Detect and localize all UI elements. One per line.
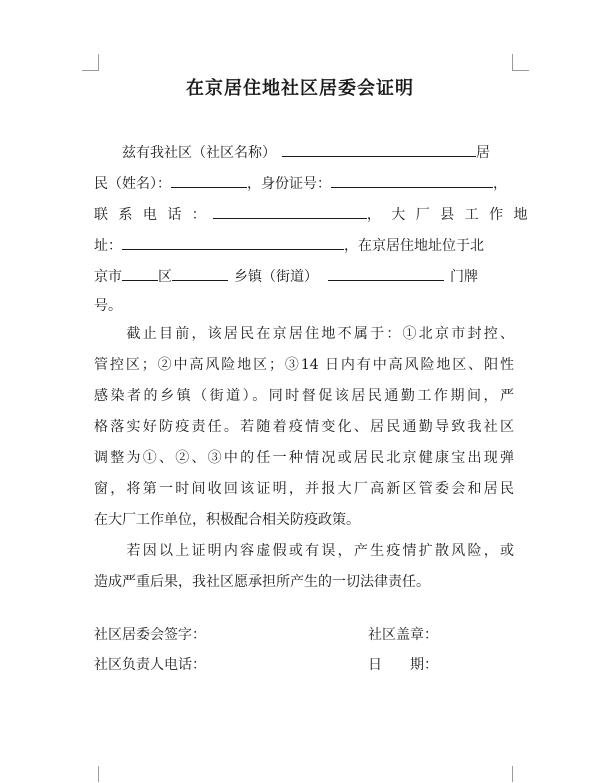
form-line-beijing-address (94, 263, 514, 287)
form-line-end (94, 294, 514, 318)
committee-signature-label: 社区居委会签字： (94, 627, 206, 643)
closing-line: 若因以上证明内容虚假或有误，产生疫情扩散风险，或 (94, 543, 514, 559)
beijing-city-label: 京市 (94, 269, 122, 285)
form-line-phone (94, 201, 531, 225)
page-corner-mark-bottom-right (512, 766, 529, 782)
date-label: 日 期： (368, 657, 438, 673)
page-corner-mark-bottom-left (82, 766, 99, 782)
community-line-end: 居 (476, 145, 490, 161)
community-name-field[interactable] (282, 139, 476, 157)
name-label: 民（姓名）： (94, 176, 171, 192)
community-label: 兹有我社区（社区名称） (122, 145, 276, 161)
district-field[interactable] (122, 263, 158, 281)
id-line-end: ， (493, 176, 507, 192)
work-address-label: ， 大 厂 县 工 作 地 (366, 207, 531, 223)
body-line: 调整为①、②、③中的任一种情况或居民北京健康宝出现弹 (94, 450, 514, 466)
body-line: 管控区；②中高风险地区；③14 日内有中高风险地区、阳性 (94, 357, 514, 373)
house-number-field[interactable] (328, 263, 444, 281)
beijing-address-label: ，在京居住地址位于北 (344, 238, 484, 254)
page-corner-mark-top-left (82, 54, 99, 71)
phone-label: 联 系 电 话 ： (94, 207, 209, 223)
address-label: 址： (94, 238, 122, 254)
resident-name-field[interactable] (171, 170, 247, 188)
form-line-name-id (94, 170, 514, 194)
work-address-field[interactable] (122, 232, 344, 250)
body-line: 感染者的乡镇（街道）。同时督促该居民通勤工作期间，严 (94, 388, 514, 404)
body-line: 截止目前，该居民在京居住地不属于：①北京市封控、 (94, 326, 514, 342)
house-number-suffix: 号。 (94, 298, 122, 314)
body-line: 在大厂工作单位，积极配合相关防疫政策。 (94, 512, 360, 528)
township-field[interactable] (172, 263, 228, 281)
form-line-community (94, 139, 514, 163)
document-title: 在京居住地社区居委会证明 (186, 78, 414, 99)
form-line-address (94, 232, 514, 256)
community-seal-label: 社区盖章： (368, 627, 438, 643)
page-corner-mark-top-right (512, 54, 529, 71)
id-number-field[interactable] (331, 170, 493, 188)
leader-phone-label: 社区负责人电话： (94, 657, 206, 673)
id-label: ，身份证号： (247, 176, 331, 192)
phone-field[interactable] (213, 201, 367, 219)
house-number-label: 门牌 (450, 269, 478, 285)
district-label: 区 (158, 269, 172, 285)
closing-line: 造成严重后果，我社区愿承担所产生的一切法律责任。 (94, 574, 430, 590)
township-label: 乡镇（街道） (234, 269, 318, 285)
body-line: 窗，将第一时间收回该证明，并报大厂高新区管委会和居民 (94, 481, 514, 497)
body-line: 格落实好防疫责任。若随着疫情变化、居民通勤导致我社区 (94, 419, 514, 435)
